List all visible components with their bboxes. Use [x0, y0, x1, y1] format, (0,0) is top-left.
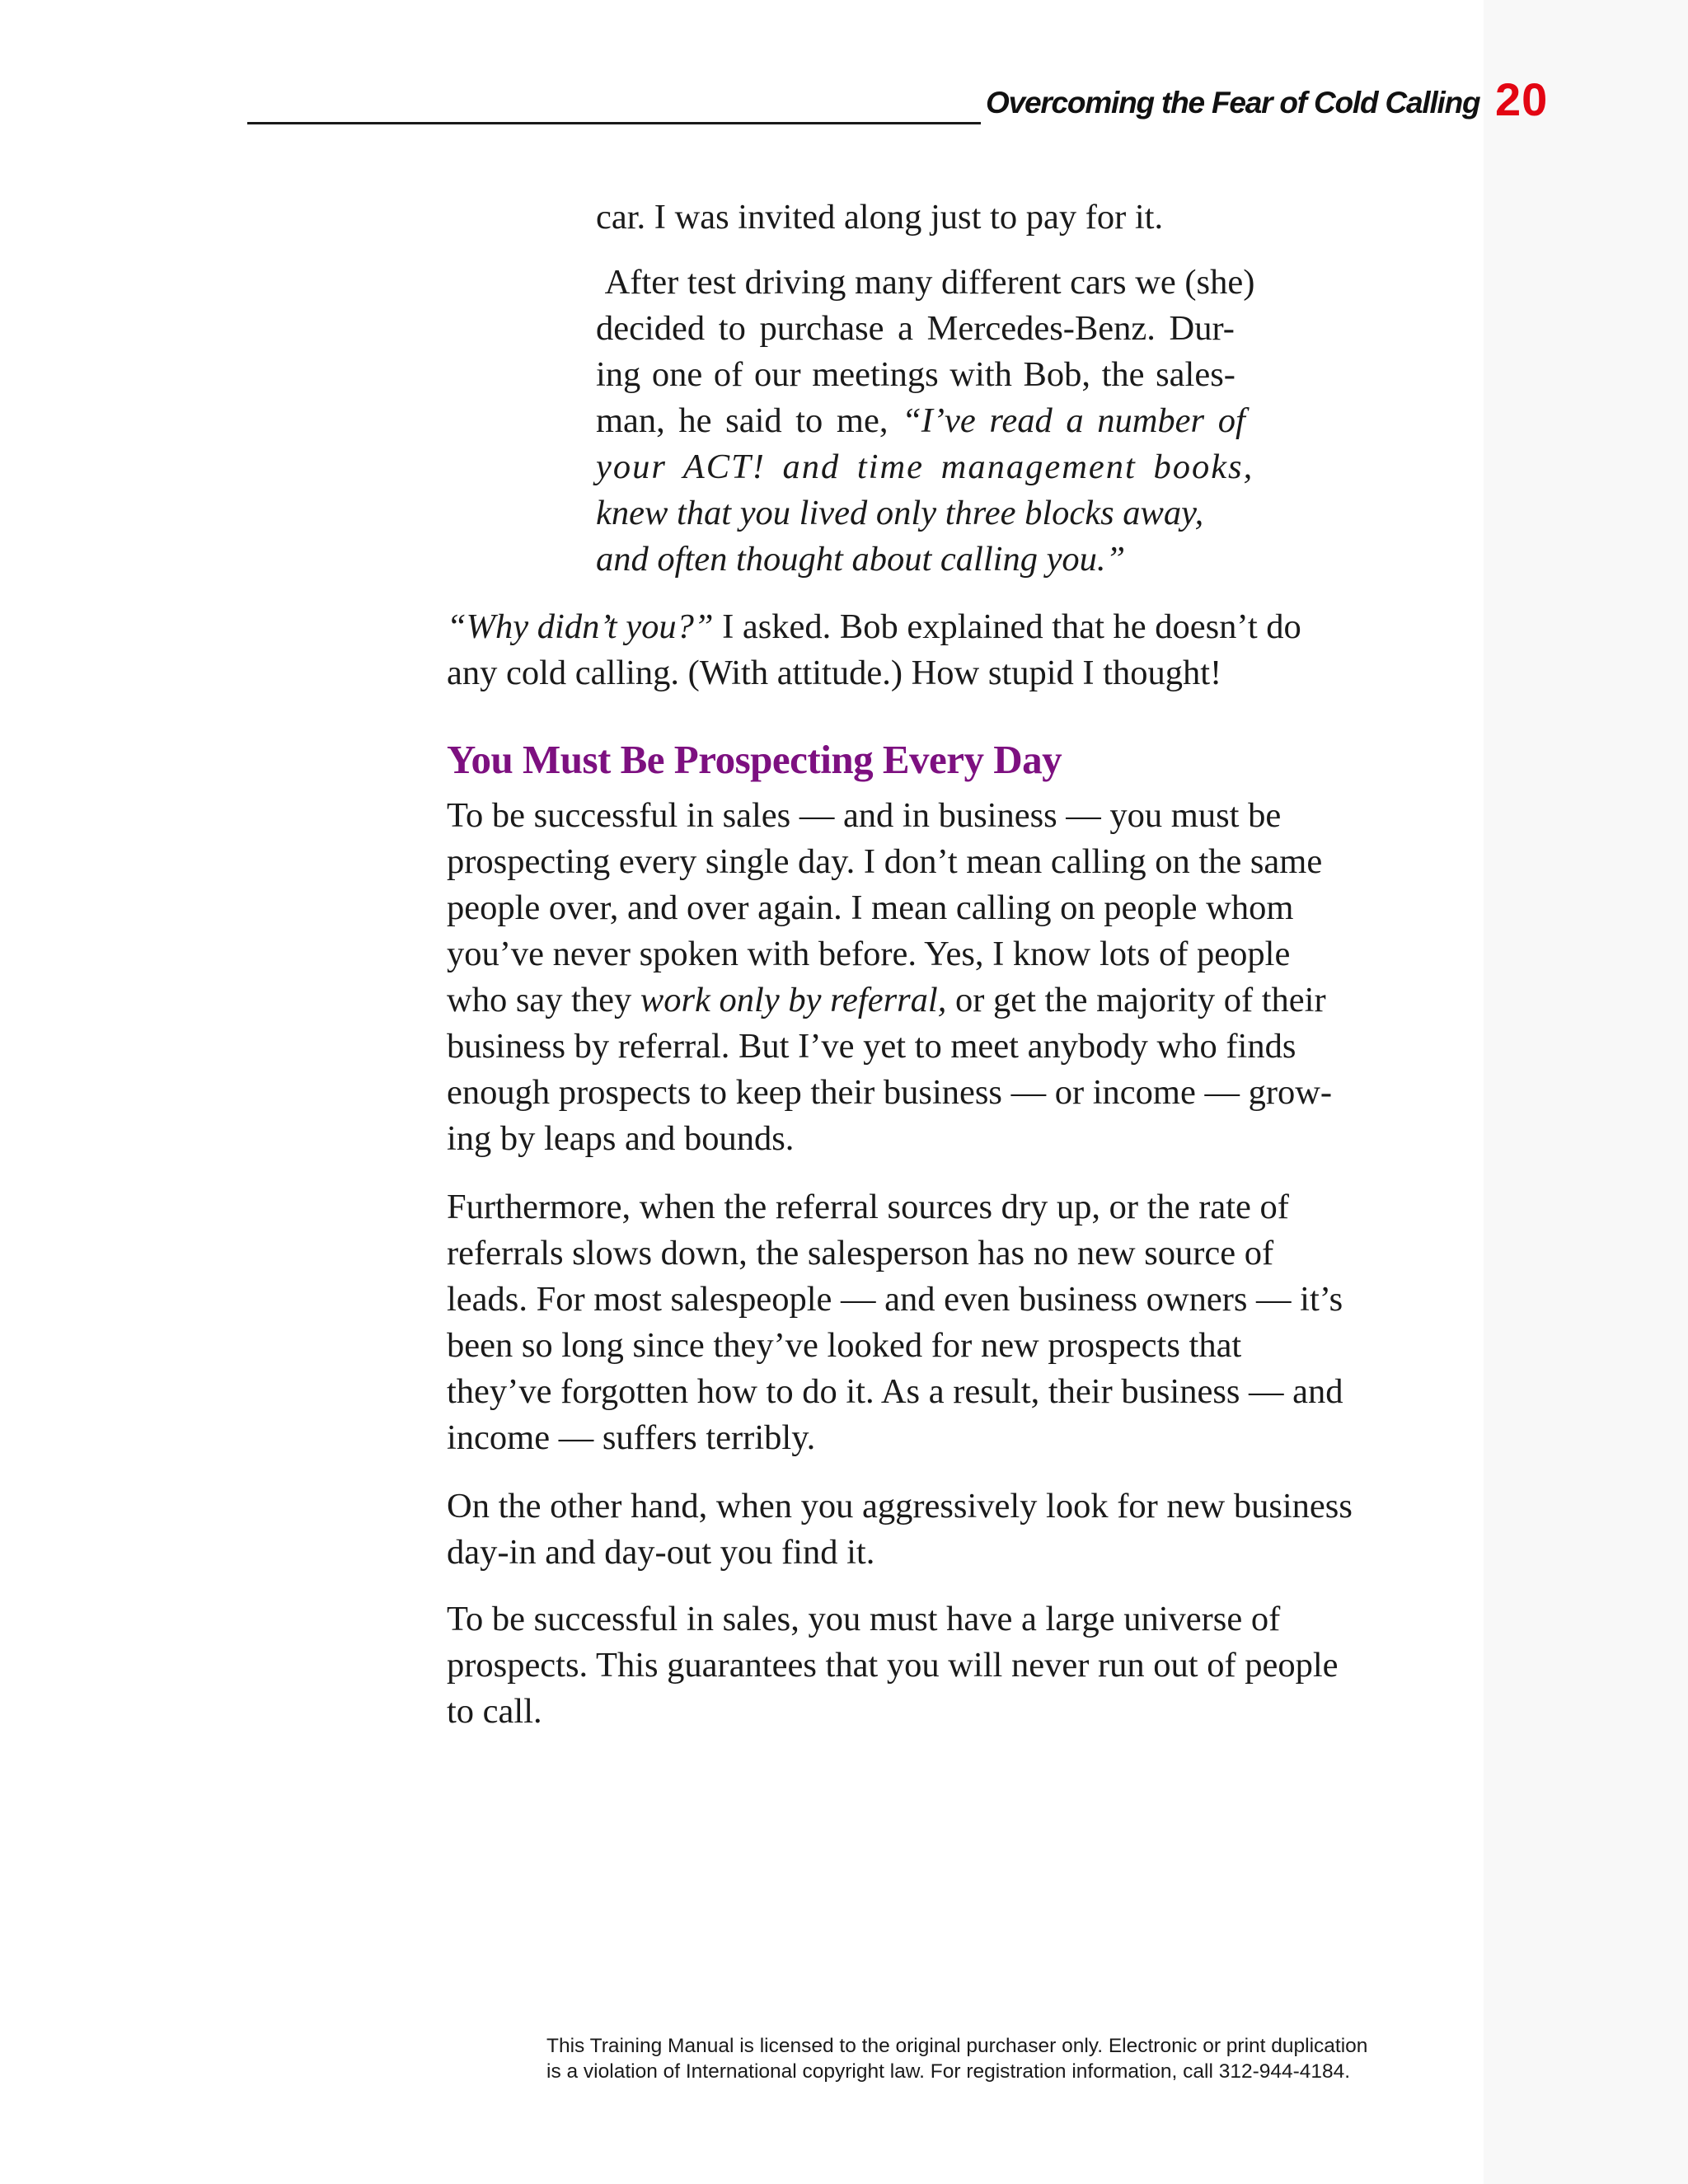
text-line: people over, and over again. I mean calling on people whom — [447, 888, 1294, 927]
body-paragraph-1 — [447, 793, 1440, 1162]
quote-text: your ACT! and time management books, — [596, 448, 1254, 486]
text-line: ing by leaps and bounds. — [447, 1119, 795, 1158]
quote-text: and often thought about calling you.” — [596, 540, 1126, 579]
text-line: ing one of our meetings with Bob, the sales- — [596, 355, 1236, 394]
text-line: income — suffers terribly. — [447, 1418, 816, 1457]
text-line: any cold calling. (With attitude.) How stupid I thought! — [447, 654, 1222, 692]
text-run: who say they — [447, 981, 640, 1019]
text-line: On the other hand, when you aggressively look for new business — [447, 1487, 1353, 1526]
running-title: Overcoming the Fear of Cold Calling — [986, 86, 1480, 120]
text-line: To be successful in sales — and in business — you must be — [447, 796, 1282, 835]
text-line: to call. — [447, 1692, 542, 1731]
text-line — [447, 604, 1440, 650]
text-line: prospects. This guarantees that you will never run out of people — [447, 1646, 1339, 1685]
body-paragraph-2 — [447, 1184, 1440, 1461]
text-line: you’ve never spoken with before. Yes, I know lots of people — [447, 935, 1291, 973]
text-line: To be successful in sales, you must have a large universe of — [447, 1600, 1281, 1638]
text-line: enough prospects to keep their business — or income — grow- — [447, 1073, 1333, 1112]
page-number: 20 — [1495, 73, 1549, 125]
text-line: they’ve forgotten how to do it. As a result, their business — and — [447, 1372, 1343, 1411]
continued-paragraph — [596, 194, 1294, 241]
text-line: business by referral. But I’ve yet to meet anybody who finds — [447, 1027, 1296, 1066]
page-margin — [1484, 0, 1688, 2184]
text-run: or get the majority of their — [946, 981, 1326, 1019]
quote-text: “Why didn’t you?” — [447, 607, 714, 646]
text-line — [596, 398, 1294, 444]
story-paragraph — [596, 260, 1294, 583]
text-line: prospecting every single day. I don’t mean calling on the same — [447, 842, 1323, 881]
text-line: decided to purchase a Mercedes-Benz. Dur- — [596, 309, 1235, 348]
text-line: day-in and day-out you find it. — [447, 1533, 875, 1572]
text-line: After test driving many different cars we (she) — [596, 263, 1255, 302]
footer-line: is a violation of International copyright law. For registration information, call 312-944-4184. — [546, 2060, 1351, 2083]
text-line: been so long since they’ve looked for new prospects that — [447, 1326, 1242, 1365]
copyright-notice — [546, 2033, 1441, 2084]
header-rule — [247, 122, 981, 124]
text-line: Furthermore, when the referral sources dry up, or the rate of — [447, 1188, 1289, 1226]
body-paragraph-3 — [447, 1483, 1440, 1576]
body-paragraph-4 — [447, 1596, 1440, 1735]
text-run: I asked. Bob explained that he doesn’t do — [713, 607, 1301, 646]
emphasis-text: work only by referral, — [640, 981, 947, 1019]
why-paragraph — [447, 604, 1440, 696]
text-line: referrals slows down, the salesperson has no new source of — [447, 1234, 1274, 1272]
section-heading: You Must Be Prospecting Every Day — [447, 737, 1062, 782]
text-line: leads. For most salespeople — and even business owners — it’s — [447, 1280, 1343, 1319]
quote-text: “I’ve read a number of — [902, 401, 1245, 440]
quote-text: knew that you lived only three blocks away, — [596, 494, 1204, 532]
footer-line: This Training Manual is licensed to the original purchaser only. Electronic or print duplication — [546, 2035, 1368, 2057]
text-line — [447, 977, 1440, 1024]
text-line: car. I was invited along just to pay for it. — [596, 198, 1164, 237]
text-run: man, he said to me, — [596, 401, 903, 440]
